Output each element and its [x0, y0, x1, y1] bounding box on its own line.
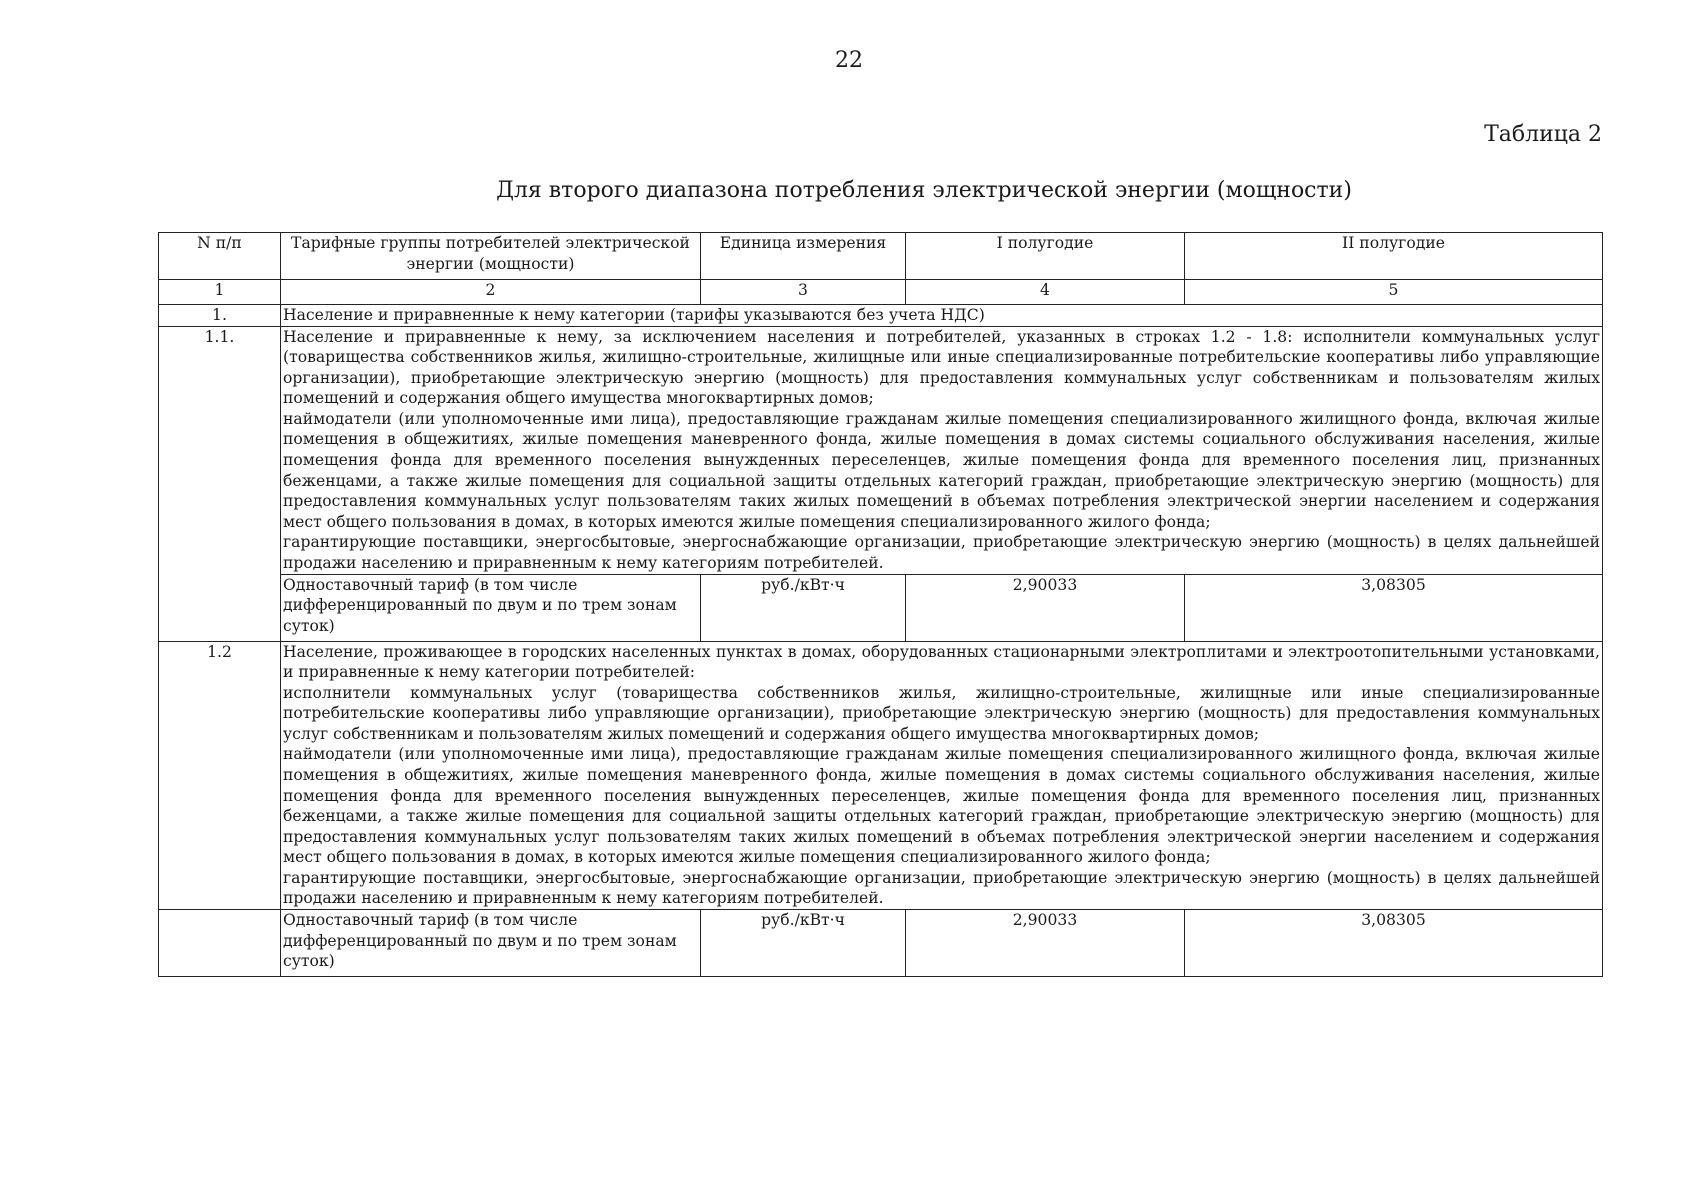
- description-paragraph: Население и приравненные к нему, за исключением населения и потребителей, указанных в строках 1.2 - 1.8: исполнители коммунальных услуг (товарищества собственников жилья, жилищно-строительные, жилищные или иные специализированные потребительские кооперативы либо управляющие организации), приобретающие электрическую энергию (мощность) для предоставления коммунальных услуг собственникам и пользователям жилых помещений и содержания общего имущества многоквартирных домов;: [283, 327, 1600, 408]
- description-paragraph: гарантирующие поставщики, энергосбытовые, энергоснабжающие организации, приобретающие электрическую энергию (мощность) в целях дальнейшей продажи населению и приравненным к нему категориям потребителей.: [283, 868, 1600, 908]
- tariff-unit: руб./кВт·ч: [701, 910, 906, 977]
- column-number: 2: [281, 280, 701, 305]
- column-number: 4: [906, 280, 1185, 305]
- row-number: 1.: [159, 305, 281, 327]
- column-number-row: [159, 280, 1603, 305]
- description-paragraph: Население, проживающее в городских населенных пунктах в домах, оборудованных стационарными электроплитами и электроотопительными установками, и приравненные к нему категории потребителей:: [283, 642, 1600, 682]
- header-unit: Единица измерения: [701, 233, 906, 280]
- section-row: [159, 305, 1603, 327]
- empty-cell: [159, 910, 281, 977]
- tariff-second-half-value: 3,08305: [1185, 910, 1603, 977]
- description-paragraph: наймодатели (или уполномоченные ими лица), предоставляющие гражданам жилые помещения специализированного жилищного фонда, включая жилые помещения в общежитиях, жилые помещения маневренного фонда, жилые помещения в домах системы социального обслуживания населения, жилые помещения фонда для временного поселения вынужденных переселенцев, жилые помещения фонда для временного поселения лиц, признанных беженцами, а также жилые помещения для социальной защиты отдельных категорий граждан, приобретающие электрическую энергию (мощность) для предоставления коммунальных услуг пользователям таких жилых помещений в объемах потребления электрической энергии населением и содержания мест общего пользования в домах, в которых имеются жилые помещения специализированного жилого фонда;: [283, 409, 1600, 531]
- header-second-half: II полугодие: [1185, 233, 1603, 280]
- tariff-name: Одноставочный тариф (в том числе дифференцированный по двум и по трем зонам суток): [281, 574, 701, 641]
- tariff-row: [159, 910, 1603, 977]
- tariff-first-half-value: 2,90033: [906, 910, 1185, 977]
- tariff-first-half-value: 2,90033: [906, 574, 1185, 641]
- table-row: [159, 641, 1603, 910]
- column-number: 3: [701, 280, 906, 305]
- row-number: 1.2: [159, 641, 281, 910]
- row-description: [281, 641, 1603, 910]
- column-number: 5: [1185, 280, 1603, 305]
- document-title: Для второго диапазона потребления электрической энергии (мощности): [496, 178, 1352, 203]
- row-description: [281, 326, 1603, 574]
- page-number: 22: [835, 48, 863, 73]
- table-row: [159, 326, 1603, 574]
- description-paragraph: гарантирующие поставщики, энергосбытовые, энергоснабжающие организации, приобретающие электрическую энергию (мощность) в целях дальнейшей продажи населению и приравненным к нему категориям потребителей.: [283, 533, 1600, 572]
- header-number: N п/п: [159, 233, 281, 280]
- tariff-name: Одноставочный тариф (в том числе дифференцированный по двум и по трем зонам суток): [281, 910, 701, 977]
- description-paragraph: наймодатели (или уполномоченные ими лица), предоставляющие гражданам жилые помещения специализированного жилищного фонда, включая жилые помещения в общежитиях, жилые помещения маневренного фонда, жилые помещения в домах системы социального обслуживания населения, жилые помещения фонда для временного поселения вынужденных переселенцев, жилые помещения фонда для временного поселения лиц, признанных беженцами, а также жилые помещения для социальной защиты отдельных категорий граждан, приобретающие электрическую энергию (мощность) для предоставления коммунальных услуг пользователям таких жилых помещений в объемах потребления электрической энергии населением и содержания мест общего пользования в домах, в которых имеются жилые помещения специализированного жилого фонда;: [283, 745, 1600, 867]
- tariff-row: [159, 574, 1603, 641]
- tariff-table: [158, 232, 1603, 977]
- tariff-second-half-value: 3,08305: [1185, 574, 1603, 641]
- header-first-half: I полугодие: [906, 233, 1185, 280]
- description-paragraph: исполнители коммунальных услуг (товарищества собственников жилья, жилищно-строительные, жилищные или иные специализированные потребительские кооперативы либо управляющие организации), приобретающие электрическую энергию (мощность) для предоставления коммунальных услуг собственникам и пользователям жилых помещений и содержания общего имущества многоквартирных домов;: [283, 683, 1600, 743]
- header-row: [159, 233, 1603, 280]
- tariff-unit: руб./кВт·ч: [701, 574, 906, 641]
- header-tariff-groups: Тарифные группы потребителей электрической энергии (мощности): [281, 233, 701, 280]
- row-number: 1.1.: [159, 326, 281, 641]
- table-label: Таблица 2: [1484, 122, 1602, 147]
- column-number: 1: [159, 280, 281, 305]
- section-title: Население и приравненные к нему категории (тарифы указываются без учета НДС): [281, 305, 1603, 327]
